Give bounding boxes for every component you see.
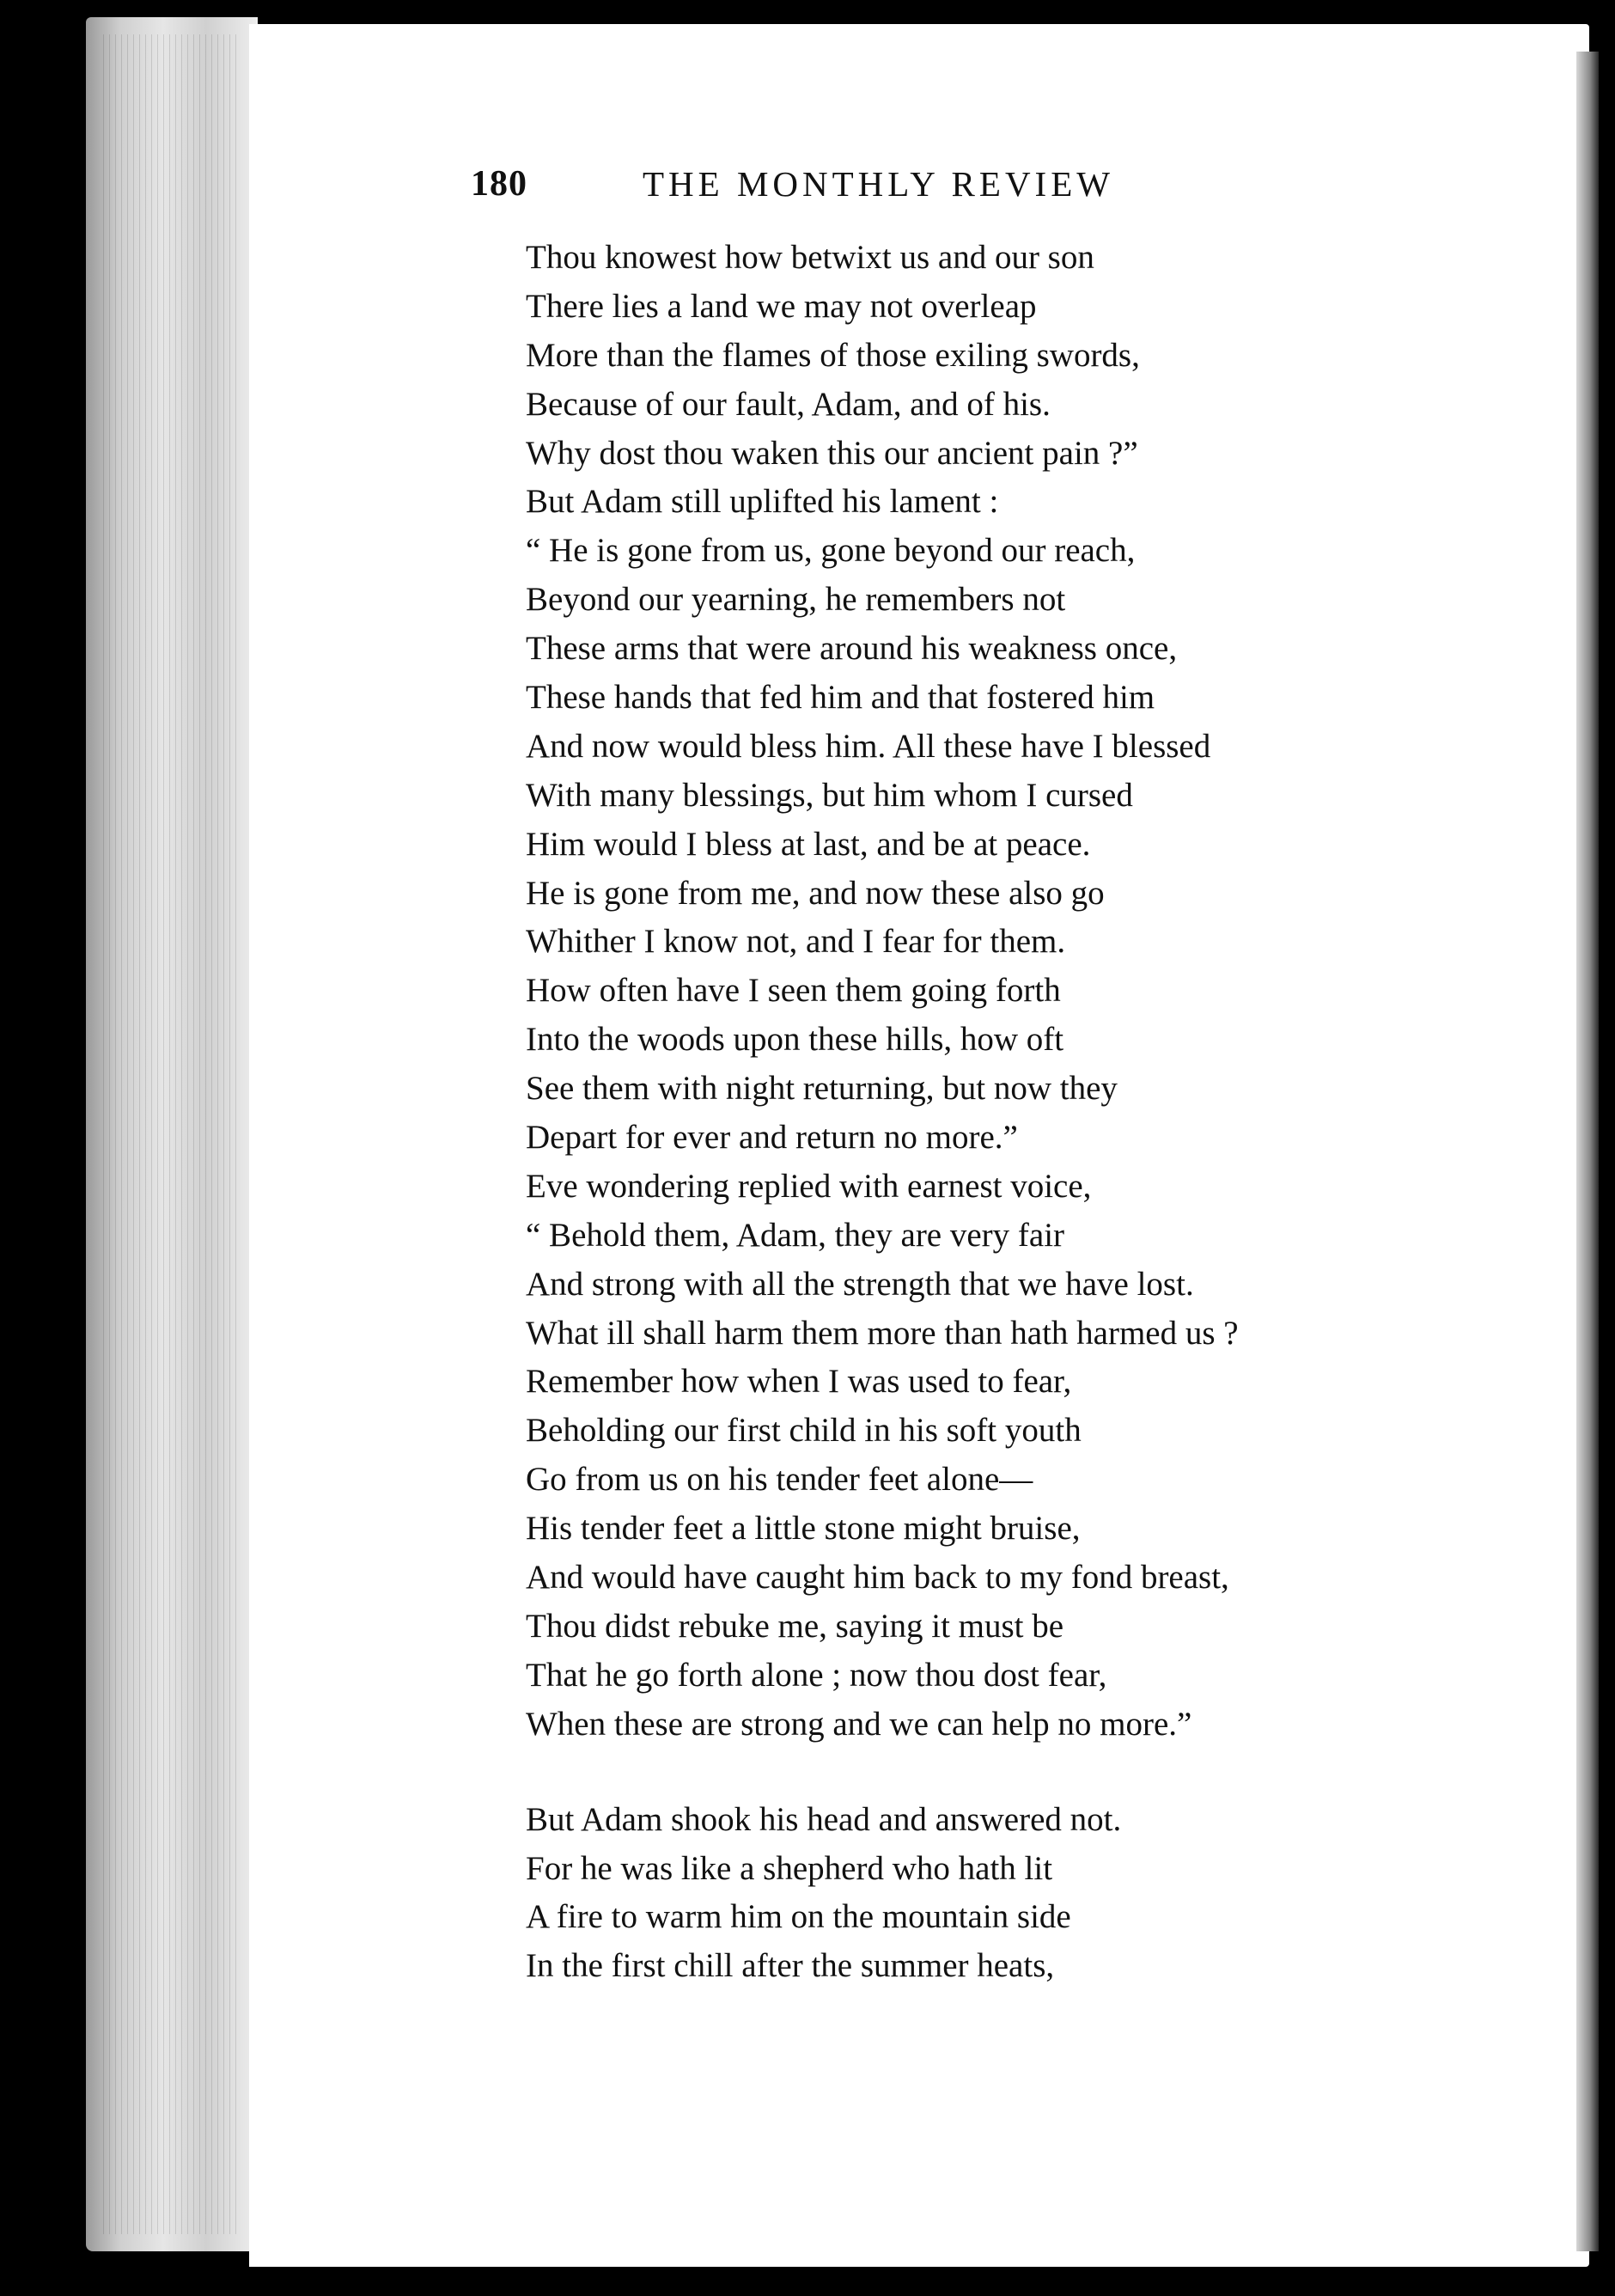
poem-line: When these are strong and we can help no more.” [526, 1705, 1192, 1743]
poem-line: A fire to warm him on the mountain side [526, 1898, 1071, 1936]
poem-line: “ He is gone from us, gone beyond our reach, [526, 532, 1136, 570]
page-right-edge-shadow [1576, 52, 1599, 2251]
poem-line: Thou knowest how betwixt us and our son [526, 239, 1094, 276]
poem-line: Him would I bless at last, and be at peace. [526, 825, 1091, 863]
poem-line: More than the flames of those exiling swords, [526, 336, 1140, 374]
poem-line: Eve wondering replied with earnest voice, [526, 1167, 1092, 1205]
poem-line: But Adam shook his head and answered not. [526, 1800, 1122, 1838]
page-number: 180 [471, 164, 527, 204]
stanza [526, 1796, 1557, 1992]
page-edge-lines [103, 34, 241, 2234]
poem-line: Why dost thou waken this our ancient pain ?” [526, 434, 1138, 472]
poem-line: Whither I know not, and I fear for them. [526, 923, 1066, 961]
poem-line: These hands that fed him and that fostered him [526, 679, 1155, 717]
poem-line: There lies a land we may not overleap [526, 287, 1037, 325]
stanza [526, 234, 1557, 1749]
poem-line: Go from us on his tender feet alone— [526, 1461, 1033, 1499]
poem-line: Beholding our first child in his soft youth [526, 1412, 1082, 1450]
poem-line: Beyond our yearning, he remembers not [526, 581, 1066, 619]
poem-line: In the first chill after the summer heats, [526, 1947, 1055, 1985]
poem-line: These arms that were around his weakness once, [526, 630, 1178, 668]
poem-line: But Adam still uplifted his lament : [526, 483, 999, 521]
poem-line: Because of our fault, Adam, and of his. [526, 385, 1051, 423]
stanza-break [526, 1749, 1557, 1796]
poem-line: With many blessings, but him whom I cursed [526, 776, 1133, 814]
poem-line: That he go forth alone ; now thou dost fear, [526, 1656, 1107, 1694]
poem-line: Depart for ever and return no more.” [526, 1119, 1018, 1157]
poem-line: What ill shall harm them more than hath harmed us ? [526, 1314, 1239, 1352]
poem-line: And would have caught him back to my fond breast, [526, 1559, 1229, 1597]
poem-line: And now would bless him. All these have I blessed [526, 727, 1211, 765]
poem-line: See them with night returning, but now they [526, 1070, 1118, 1108]
poem-line: How often have I seen them going forth [526, 972, 1061, 1010]
poem-line: Remember how when I was used to fear, [526, 1363, 1072, 1401]
journal-title: THE MONTHLY REVIEW [643, 164, 1114, 204]
poem-line: Into the woods upon these hills, how oft [526, 1021, 1064, 1059]
poem-line: His tender feet a little stone might bruise, [526, 1510, 1081, 1548]
running-head [471, 163, 1270, 215]
poem-line: He is gone from me, and now these also go [526, 874, 1105, 912]
poem-line: For he was like a shepherd who hath lit [526, 1849, 1053, 1887]
poem-line: Thou didst rebuke me, saying it must be [526, 1607, 1064, 1645]
poem-line: And strong with all the strength that we have lost. [526, 1265, 1194, 1303]
poem-text [526, 234, 1557, 1991]
poem-line: “ Behold them, Adam, they are very fair [526, 1216, 1065, 1254]
